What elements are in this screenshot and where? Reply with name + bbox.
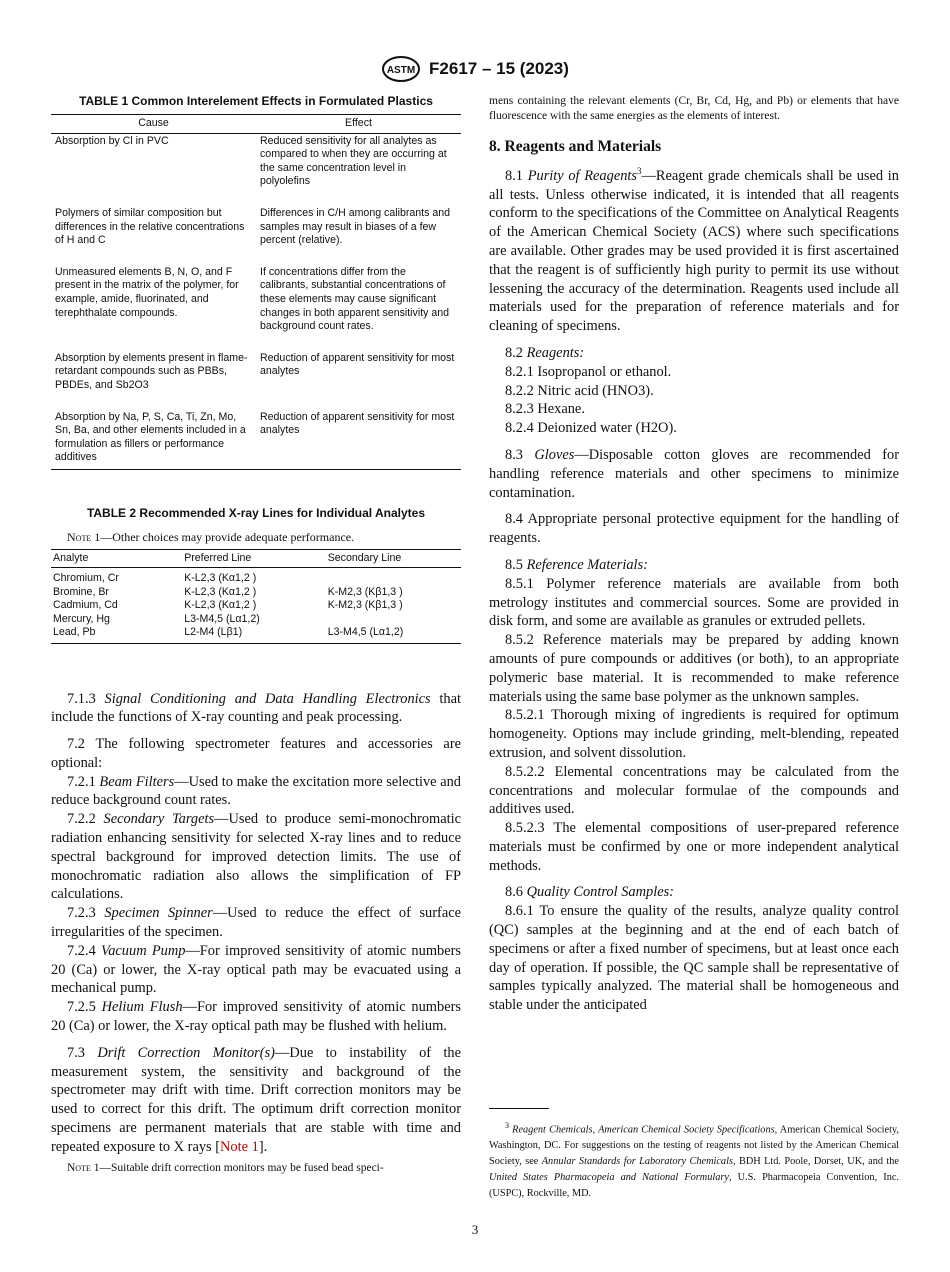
table2-secondary-cell: L3-M4,5 (Lα1,2) xyxy=(326,626,461,643)
para-title: Helium Flush xyxy=(101,999,183,1016)
right-column xyxy=(489,92,899,1015)
footnote-divider xyxy=(489,1108,549,1109)
table1-cause-cell: Absorption by Na, P, S, Ca, Ti, Zn, Mo, Sn, Ba, and other elements included in a formulation as fillers or performance additives xyxy=(51,410,256,470)
table1-cause-cell: Absorption by Cl in PVC xyxy=(55,134,169,147)
table2-preferred-cell: K-L2,3 (Kα1,2 ) xyxy=(184,572,257,585)
note-1-body: —Suitable drift correction monitors may be fused bead speci- xyxy=(99,1161,384,1174)
table-row xyxy=(51,568,461,586)
table2-header-analyte: Analyte xyxy=(51,549,182,568)
paragraph-7-2-5 xyxy=(51,998,461,1036)
table1-header-cause: Cause xyxy=(51,115,256,134)
footnote-3 xyxy=(489,1118,899,1202)
table1-cause-cell: Unmeasured elements B, N, O, and F present in the matrix of the polymer, for example, amide, fluorinated, and terephthalate compounds. xyxy=(55,265,239,319)
para-title: Beam Filters xyxy=(99,773,175,790)
table1 xyxy=(51,114,461,470)
table1-effect-cell: If concentrations differ from the calibrants, substantial concentrations of these elements may cause significant changes in both apparent sensitivity and background count rates. xyxy=(260,265,450,333)
table2-preferred-cell: L3-M4,5 (Lα1,2) xyxy=(184,612,260,625)
para-body: that include the functions of X-ray counting and peak processing. xyxy=(51,690,461,726)
note-1 xyxy=(51,1161,461,1176)
note-1-label: Note 1 xyxy=(67,1161,100,1174)
para-number: 7.1.3 xyxy=(67,690,96,707)
paragraph-8-2-1: 8.2.1 Isopropanol or ethanol. xyxy=(505,363,672,380)
para-body: —For improved sensitivity of atomic numbers 20 (Ca) or lower, the X-ray optical path may be evacuated using a mechanical pump. xyxy=(51,942,461,997)
note-1-link[interactable]: Note 1 xyxy=(220,1138,259,1155)
paragraph-8-1 xyxy=(489,162,899,336)
table-row xyxy=(51,626,461,643)
paragraph-7-2-1 xyxy=(51,773,461,811)
table-row xyxy=(51,206,461,249)
table2-secondary-cell: K-M2,3 (Kβ1,3 ) xyxy=(327,599,403,612)
table2-note-label: Note 1 xyxy=(67,529,101,544)
para-body: —Disposable cotton gloves are recommended for handling reference materials and other specimens to minimize contamination. xyxy=(489,446,899,501)
footnote-text: , U.S. Pharmacopeia Convention, Inc. (USPC), Rockville, MD. xyxy=(489,1172,899,1200)
para-title: Quality Control Samples: xyxy=(526,884,674,901)
para-number: 7.2.2 xyxy=(67,811,96,828)
table2-note xyxy=(67,530,461,545)
para-number: 7.3 xyxy=(67,1044,85,1061)
table2-preferred-cell: L2-M4 (Lβ1) xyxy=(182,626,326,643)
table1-title: TABLE 1 Common Interelement Effects in Formulated Plastics xyxy=(79,94,433,108)
paragraph-7-2-2 xyxy=(51,810,461,904)
table-row xyxy=(51,613,461,626)
footnote-marker[interactable]: 3 xyxy=(637,166,642,176)
table1-effect-cell: Reduced sensitivity for all analytes as compared to when they are occurring at the same concentration level in polyolefins xyxy=(260,134,447,188)
table1-effect-cell: Reduction of apparent sensitivity for most analytes xyxy=(256,410,461,470)
paragraph-8-2-3: 8.2.3 Hexane. xyxy=(505,401,585,418)
para-title: Reagents: xyxy=(526,344,585,361)
para-title: Drift Correction Monitor(s) xyxy=(97,1044,275,1061)
page-number: 3 xyxy=(471,1222,479,1237)
table1-cause-cell: Absorption by elements present in flame-retardant compounds such as PBBs, PBDEs, and Sb2O3 xyxy=(55,351,248,391)
page-header xyxy=(0,56,950,82)
paragraph-8-3 xyxy=(489,446,899,502)
paragraph-8-5-1: 8.5.1 Polymer reference materials are available from both metrology institutes and commercial sources. Some are provided in disk form, and some are available as granules or extruded pellets. xyxy=(489,575,899,630)
paragraph-8-5-2: 8.5.2 Reference materials may be prepared by adding known amounts of pure compounds or additives (or both), to an appropriate polymeric base material. It is recommended to make reference materials using the same base polymer as the unknown samples. xyxy=(489,632,899,705)
astm-logo-icon xyxy=(381,56,421,82)
standard-designation: F2617 – 15 (2023) xyxy=(429,59,569,78)
table2-header-preferred: Preferred Line xyxy=(182,549,326,568)
table-row xyxy=(51,410,461,470)
footnote-number: 3 xyxy=(505,1121,509,1130)
table2-analyte-cell: Lead, Pb xyxy=(51,626,182,643)
para-number: 7.2.4 xyxy=(67,942,96,959)
table2-secondary-cell: K-M2,3 (Kβ1,3 ) xyxy=(327,585,403,598)
paragraph-8-2 xyxy=(489,344,899,363)
table1-cause-cell: Polymers of similar composition but differences in the relative concentrations of H and C xyxy=(55,206,245,247)
para-number: 8.2 xyxy=(505,344,523,361)
right-body-text xyxy=(489,162,899,1015)
paragraph-8-6 xyxy=(489,883,899,902)
note-1-continued-text: mens containing the relevant elements (Cr, Br, Cd, Hg, and Pb) or elements that have fluorescence with the same energies as the elements of interest. xyxy=(489,95,899,122)
paragraph-7-3 xyxy=(51,1044,461,1157)
left-column xyxy=(51,92,461,1176)
table-row xyxy=(51,133,461,190)
para-title: Secondary Targets xyxy=(103,811,215,828)
table2-analyte-cell: Bromine, Br xyxy=(53,585,109,598)
table2 xyxy=(51,549,461,644)
table-row xyxy=(51,599,461,612)
para-title: Specimen Spinner xyxy=(104,905,213,922)
table2-analyte-cell: Cadmium, Cd xyxy=(53,599,118,612)
table2-note-text: —Other choices may provide adequate performance. xyxy=(100,529,355,544)
paragraph-7-2: 7.2 The following spectrometer features and accessories are optional: xyxy=(51,736,461,771)
footnote-text: United States Pharmacopeia and National Formulary xyxy=(489,1172,729,1184)
footnote-text: , American Chemical Society, Washington, DC. For suggestions on the testing of reagents not listed by the American Chemical Society, see xyxy=(489,1124,899,1168)
para-title: Signal Conditioning and Data Handling Electronics xyxy=(104,690,431,707)
para-body: —Due to instability of the measurement system, the sensitivity and background of the spectrometer may drift with time. Drift correction monitors may be used to correct for this drift. The optimum drift correction monitor specimens are permanent materials that are stable with time and repeated exposure to X rays [ xyxy=(51,1044,461,1155)
table1-header-effect: Effect xyxy=(256,115,461,134)
section-8-heading: 8. Reagents and Materials xyxy=(489,138,662,155)
para-body: —Used to reduce the effect of surface irregularities of the specimen. xyxy=(51,905,461,941)
para-number: 7.2.1 xyxy=(67,773,96,790)
table2-secondary-cell xyxy=(326,568,461,586)
footnote-text: Reagent Chemicals, American Chemical Society Specifications xyxy=(512,1124,775,1136)
para-number: 8.5 xyxy=(505,556,523,573)
para-title: Gloves xyxy=(534,446,575,463)
paragraph-8-5-2-1: 8.5.2.1 Thorough mixing of ingredients is required for optimum homogeneity. Options may include grinding, melt-blending, repeated extrusion, and solvent dissolution. xyxy=(489,707,899,761)
table2-preferred-cell: K-L2,3 (Kα1,2 ) xyxy=(184,599,257,612)
paragraph-8-6-1: 8.6.1 To ensure the quality of the results, analyze quality control (QC) samples at the beginning and at the end of each batch of specimens or after a fixed number of specimens, but at least once each day of operation. If possible, the QC sample shall be representative of samples typically analyzed. The material shall be homogeneous and stable under the anticipated xyxy=(489,903,899,1014)
paragraph-7-2-3 xyxy=(51,904,461,942)
para-number: 8.3 xyxy=(505,446,523,463)
table2-secondary-cell xyxy=(326,613,461,626)
para-number: 8.1 xyxy=(505,167,523,184)
paragraph-8-5-2-3: 8.5.2.3 The elemental compositions of user-prepared reference materials must be confirmed by one or more independent analytical methods. xyxy=(489,820,899,874)
table1-effect-cell: Differences in C/H among calibrants and samples may result in biases of a few percent (relative). xyxy=(260,206,450,247)
table2-header-secondary: Secondary Line xyxy=(326,549,461,568)
table-row xyxy=(51,351,461,394)
footnote-text: Annular Standards for Laboratory Chemicals xyxy=(541,1156,733,1168)
table2-preferred-cell: K-L2,3 (Kα1,2 ) xyxy=(184,585,257,598)
table2-analyte-cell: Chromium, Cr xyxy=(53,572,119,585)
footnote-text: , BDH Ltd. Poole, Dorset, UK, and the xyxy=(732,1156,899,1168)
para-body: —For improved sensitivity of atomic numbers 20 (Ca) or lower, the X-ray optical path may be flushed with helium. xyxy=(51,999,461,1035)
para-body: —Used to make the excitation more selective and reduce background count rates. xyxy=(51,773,461,809)
paragraph-8-5-2-2: 8.5.2.2 Elemental concentrations may be calculated from the concentrations and molecular formulae of the compounds and additives used. xyxy=(489,763,899,818)
paragraph-7-2-4 xyxy=(51,942,461,998)
paragraph-8-2-4: 8.2.4 Deionized water (H2O). xyxy=(505,420,677,437)
paragraph-8-5 xyxy=(489,556,899,575)
table2-analyte-cell: Mercury, Hg xyxy=(53,612,110,625)
para-number: 7.2.3 xyxy=(67,905,96,922)
para-body: —Reagent grade chemicals shall be used in all tests. Unless otherwise indicated, it is intended that all reagents conform to the specifications of the Committee on Analytical Reagents of the American Chemical Society (ACS) where such specifications are available. Other grades may be used provided it is first ascertained that the reagent is of sufficiently high purity to permit its use without lessening the accuracy of the determination. Reagents used include all materials used for the preparation of reference materials and for cleaning of specimens. xyxy=(489,167,900,335)
para-title: Reference Materials: xyxy=(526,556,648,573)
paragraph-7-1-3 xyxy=(51,690,461,728)
paragraph-8-2-2: 8.2.2 Nitric acid (HNO3). xyxy=(505,382,654,399)
note-1-continued xyxy=(489,94,899,124)
para-title: Vacuum Pump xyxy=(101,942,186,959)
paragraph-8-4: 8.4 Appropriate personal protective equipment for the handling of reagents. xyxy=(489,511,899,547)
para-number: 7.2.5 xyxy=(67,999,96,1016)
para-number: 8.6 xyxy=(505,884,523,901)
table-row xyxy=(51,265,461,335)
table1-effect-cell: Reduction of apparent sensitivity for most analytes xyxy=(260,351,455,378)
para-body-end: ]. xyxy=(258,1138,268,1155)
svg-text:ASTM: ASTM xyxy=(386,65,416,76)
table-row xyxy=(51,586,461,599)
left-body-text xyxy=(51,690,461,1157)
para-title: Purity of Reagents xyxy=(527,167,637,184)
table2-title: TABLE 2 Recommended X-ray Lines for Individual Analytes xyxy=(86,505,426,520)
para-body: —Used to produce semi-monochromatic radiation enhancing sensitivity for selected X-ray lines and to reduce spectral background for improved detection limits. The use of monochromatic radiation also allows the simplification of FP calculations. xyxy=(51,811,461,903)
